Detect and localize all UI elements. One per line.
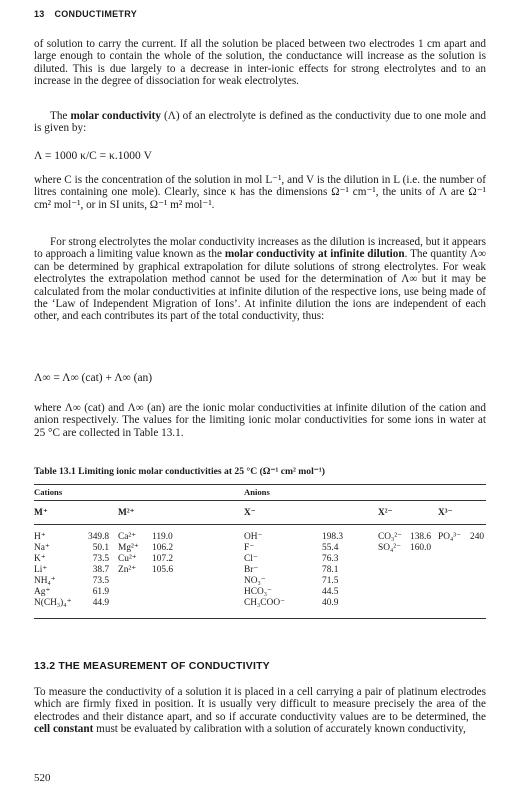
table-rule-sub bbox=[34, 500, 486, 501]
header-anions: Anions bbox=[244, 487, 270, 497]
p4-text-post: . The quantity Λ∞ can be determined by graphical extrapolation for dilute solutions of strong electrolytes. For weak electrolytes the extrapolation method cannot be used for the determination of Λ∞ but it may be calculated from the molar conductivities at infinite dilution of the respective ions, use being made of the ‘Law of Independent Migration of Ions’. At infinite dilution the ions are independent of each other, and each contributes its part of the total conductivity, thus: bbox=[34, 248, 486, 323]
m2-values-column: 119.0 106.2 107.2 105.6 bbox=[152, 532, 174, 575]
section-heading: 13.2 THE MEASUREMENT OF CONDUCTIVITY bbox=[34, 660, 270, 672]
running-head bbox=[34, 9, 137, 19]
col-header-m2: M²⁺ bbox=[118, 508, 135, 518]
term-molar-conductivity: molar conductivity bbox=[70, 110, 161, 122]
paragraph-1: of solution to carry the current. If all the solution be placed between two electrodes 1 cm apart and large enough to contain the whole of the solution, the conductance will increase as the solution is diluted. This is due largely to a decrease in inter-ionic effects for strong electrolytes and to an increase in the degree of dissociation for weak electrolytes. bbox=[34, 38, 486, 88]
table-rule-bottom bbox=[34, 618, 486, 619]
p2-text-post: (Λ) of an electrolyte is defined as the conductivity due to one mole and is given by: bbox=[34, 110, 486, 135]
equation-independent-migration: Λ∞ = Λ∞ (cat) + Λ∞ (an) bbox=[34, 372, 153, 384]
table-caption: Table 13.1 Limiting ionic molar conductivities at 25 °C (Ω⁻¹ cm² mol⁻¹) bbox=[34, 466, 325, 477]
term-infinite-dilution: molar conductivity at infinite dilution bbox=[224, 248, 405, 261]
x2-values-column: 138.6 160.0 bbox=[410, 532, 432, 553]
p6-text-pre: To measure the conductivity of a solution it is placed in a cell carrying a pair of platinum electrodes which are firmly fixed in position. It is usually very difficult to measure precisely the area of the electrodes and their distance apart, and so if accurate conductivity values are to be determined, the bbox=[34, 686, 486, 723]
col-header-m1: M⁺ bbox=[34, 508, 48, 518]
x3-ions-column: PO₄³⁻ bbox=[438, 532, 462, 542]
page-number: 520 bbox=[34, 772, 51, 784]
col-header-x3: X³⁻ bbox=[438, 508, 453, 518]
m1-values-column: 349.8 50.1 73.5 38.7 73.5 61.9 44.9 bbox=[88, 532, 110, 608]
p6-text-post: must be evaluated by calibration with a solution of accurately known conductivity, bbox=[93, 723, 466, 736]
table-rule-top bbox=[34, 484, 486, 485]
equation-molar-conductivity: Λ = 1000 κ/C = κ.1000 V bbox=[34, 150, 152, 162]
paragraph-units: where C is the concentration of the solution in mol L⁻¹, and V is the dilution in L (i.e. the number of litres containing one mole). Clearly, since κ has the dimensions Ω⁻¹ cm⁻¹, the units of Λ are Ω⁻¹ cm² mol⁻¹, or in SI units, Ω⁻¹ m² mol⁻¹. bbox=[34, 174, 486, 211]
x2-ions-column: CO₃²⁻ SO₄²⁻ bbox=[378, 532, 403, 553]
paragraph-measurement bbox=[34, 686, 486, 736]
conductivity-table bbox=[34, 484, 486, 624]
p4-text-pre: For strong electrolytes the molar conductivity increases as the dilution is increased, but it appears to approach a limiting value known as the bbox=[34, 236, 486, 261]
x1-ions-column: OH⁻ F⁻ Cl⁻ Br⁻ NO₃⁻ HCO₃⁻ CH₃COO⁻ bbox=[244, 532, 286, 608]
header-cations: Cations bbox=[34, 487, 63, 497]
term-cell-constant: cell constant bbox=[34, 723, 94, 736]
paragraph-ionic-conductivities: where Λ∞ (cat) and Λ∞ (an) are the ionic molar conductivities at infinite dilution of the cation and anion respectively. The values for the limiting ionic molar conductivities for some ions in water at 25 °C are collected in Table 13.1. bbox=[34, 402, 486, 439]
m2-ions-column: Ca²⁺ Mg²⁺ Cu²⁺ Zn²⁺ bbox=[118, 532, 139, 575]
x1-values-column: 198.3 55.4 76.3 78.1 71.5 44.5 40.9 bbox=[322, 532, 344, 608]
paragraph-molar-conductivity bbox=[34, 110, 486, 135]
m1-ions-column: H⁺ Na⁺ K⁺ Li⁺ NH₄⁺ Ag⁺ N(CH₃)₄⁺ bbox=[34, 532, 72, 608]
col-header-x2: X²⁻ bbox=[378, 508, 393, 518]
col-header-x1: X⁻ bbox=[244, 508, 256, 518]
paragraph-infinite-dilution bbox=[34, 236, 486, 323]
table-rule-header bbox=[34, 524, 486, 525]
chapter-number: 13 bbox=[34, 9, 45, 19]
p2-text-pre: The bbox=[50, 110, 71, 122]
chapter-title: CONDUCTIMETRY bbox=[54, 9, 137, 19]
x3-values-column: 240 bbox=[470, 532, 485, 542]
